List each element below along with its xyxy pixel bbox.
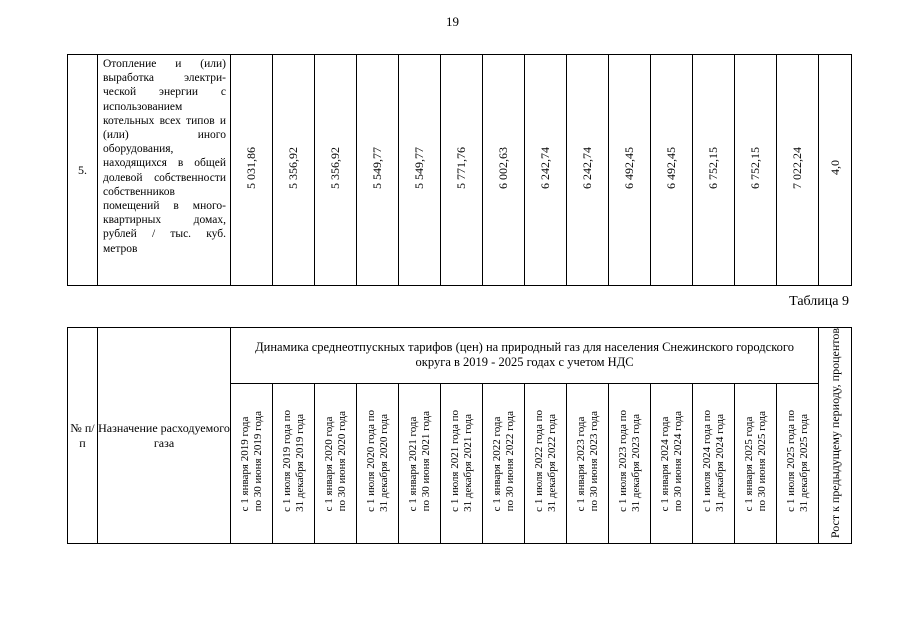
period-end: по 30 июня 2025 года xyxy=(755,410,768,512)
tariff-table-continuation xyxy=(67,54,852,286)
tariff-value: 6 242,74 xyxy=(538,146,552,189)
row-number: 5. xyxy=(68,55,98,286)
period-start: с 1 января 2020 года xyxy=(322,416,335,512)
period-start: с 1 января 2022 года xyxy=(490,416,503,512)
growth-value-cell xyxy=(819,55,852,286)
period-header xyxy=(357,383,399,543)
value-cell xyxy=(735,55,777,286)
period-start: с 1 июля 2025 года по xyxy=(784,410,797,512)
period-end: по 30 июня 2023 года xyxy=(587,410,600,512)
row-description: Отопление и (или) выработка электри-ческой энергии с использованием котельных всех типов и (или) иного оборудования, находящихся в общей долевой собственности собственников помещений в много-квартирных домах, рублей / тыс. куб. метров xyxy=(98,55,231,286)
period-end: по 30 июня 2024 года xyxy=(671,410,684,512)
period-end: по 30 июня 2019 года xyxy=(251,410,264,512)
table-caption: Таблица 9 xyxy=(789,294,849,309)
tariff-value: 6 492,45 xyxy=(664,146,678,189)
period-header xyxy=(399,383,441,543)
tariff-value: 6 752,15 xyxy=(706,146,720,189)
value-cell xyxy=(441,55,483,286)
period-end: 31 декабря 2023 года xyxy=(629,414,642,512)
tariff-value: 5 356,92 xyxy=(328,146,342,189)
value-cell xyxy=(777,55,819,286)
value-cell xyxy=(315,55,357,286)
period-end: по 30 июня 2022 года xyxy=(503,410,516,512)
value-cell xyxy=(609,55,651,286)
period-header xyxy=(651,383,693,543)
value-cell xyxy=(357,55,399,286)
column-header-number: № п/п xyxy=(68,328,98,544)
tariff-value: 5 031,86 xyxy=(244,146,258,189)
value-cell xyxy=(399,55,441,286)
value-cell xyxy=(525,55,567,286)
tariff-value: 6 752,15 xyxy=(748,146,762,189)
value-cell xyxy=(567,55,609,286)
value-cell xyxy=(651,55,693,286)
period-start: с 1 января 2024 года xyxy=(658,416,671,512)
growth-header-label: Рост к предыдущему периоду, процентов xyxy=(828,328,843,539)
period-end: 31 декабря 2020 года xyxy=(377,414,390,512)
tariff-value: 5 771,76 xyxy=(454,146,468,189)
period-end: 31 декабря 2019 года xyxy=(293,414,306,512)
period-header xyxy=(735,383,777,543)
period-end: 31 декабря 2025 года xyxy=(797,414,810,512)
period-start: с 1 января 2019 года xyxy=(238,416,251,512)
period-header xyxy=(609,383,651,543)
period-end: 31 декабря 2021 года xyxy=(461,414,474,512)
tariff-table-9 xyxy=(67,327,852,544)
period-start: с 1 июля 2023 года по xyxy=(616,410,629,512)
period-end: по 30 июня 2020 года xyxy=(335,410,348,512)
tariff-value: 5 549,77 xyxy=(370,146,384,189)
tariff-value: 7 022,24 xyxy=(790,146,804,189)
period-header xyxy=(315,383,357,543)
period-start: с 1 января 2025 года xyxy=(742,416,755,512)
column-header-tariff-dynamics: Динамика среднеотпускных тарифов (цен) на природный газ для населения Снежинского городского округа в 2019 - 2025 годах с учетом НДС xyxy=(231,328,819,384)
period-start: с 1 июля 2021 года по xyxy=(448,410,461,512)
column-header-purpose: Назначение расходуемого газа xyxy=(98,328,231,544)
period-header xyxy=(441,383,483,543)
value-cell xyxy=(483,55,525,286)
value-cell xyxy=(273,55,315,286)
period-header xyxy=(567,383,609,543)
period-header xyxy=(777,383,819,543)
column-header-growth xyxy=(819,328,852,544)
value-cell xyxy=(693,55,735,286)
period-start: с 1 июля 2020 года по xyxy=(364,410,377,512)
page-number: 19 xyxy=(446,14,459,29)
period-end: по 30 июня 2021 года xyxy=(419,410,432,512)
period-start: с 1 июля 2019 года по xyxy=(280,410,293,512)
period-start: с 1 января 2023 года xyxy=(574,416,587,512)
period-header xyxy=(693,383,735,543)
period-start: с 1 июля 2024 года по xyxy=(700,410,713,512)
period-header xyxy=(525,383,567,543)
period-header xyxy=(273,383,315,543)
tariff-value: 6 002,63 xyxy=(496,146,510,189)
header-row xyxy=(68,328,852,384)
period-header xyxy=(483,383,525,543)
tariff-value: 6 242,74 xyxy=(580,146,594,189)
period-start: с 1 января 2021 года xyxy=(406,416,419,512)
tariff-value: 5 356,92 xyxy=(286,146,300,189)
table-row xyxy=(68,55,852,286)
tariff-value: 5 549,77 xyxy=(412,146,426,189)
period-end: 31 декабря 2024 года xyxy=(713,414,726,512)
period-end: 31 декабря 2022 года xyxy=(545,414,558,512)
period-start: с 1 июля 2022 года по xyxy=(532,410,545,512)
tariff-value: 6 492,45 xyxy=(622,146,636,189)
growth-value: 4,0 xyxy=(827,160,842,175)
value-cell xyxy=(231,55,273,286)
period-header xyxy=(231,383,273,543)
